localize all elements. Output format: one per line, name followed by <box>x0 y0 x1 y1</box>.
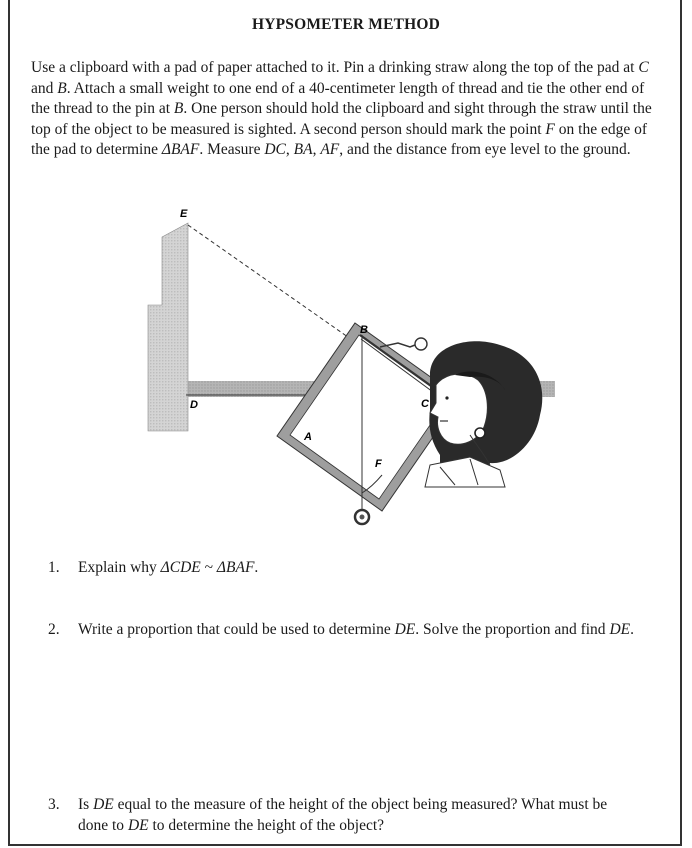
label-b: B <box>360 324 368 336</box>
label-c: C <box>421 398 429 410</box>
question-number: 1. <box>48 559 60 576</box>
label-f: F <box>375 458 382 470</box>
building <box>148 223 188 431</box>
question-text: Is DE equal to the measure of the height of the object being measured? What must be done to DE to determine the height of the object? <box>78 796 608 834</box>
question-text: Write a proportion that could be used to determine DE. Solve the proportion and find DE. <box>78 621 634 638</box>
hypsometer-illustration <box>0 195 692 540</box>
label-a: A <box>304 431 312 443</box>
label-e: E <box>180 208 188 220</box>
question-number: 3. <box>48 796 60 813</box>
question-number: 2. <box>48 621 60 638</box>
label-d: D <box>190 399 198 411</box>
intro-paragraph: Use a clipboard with a pad of paper attached to it. Pin a drinking straw along the top of the pad at C and B. Attach a small weight to one end of a 40-centimeter length of thread and tie the other end of the thread to the pin at B. One person should hold the clipboard and sight through the straw until the top of the object to be measured is sighted. A second person should mark the point F on the edge of the pad to determine ΔBAF. Measure DC, BA, AF, and the distance from eye level to the ground. <box>31 59 652 158</box>
person-head <box>425 341 542 487</box>
page-title: HYPSOMETER METHOD <box>251 16 441 33</box>
question-text: Explain why ΔCDE ~ ΔBAF. <box>78 559 259 576</box>
